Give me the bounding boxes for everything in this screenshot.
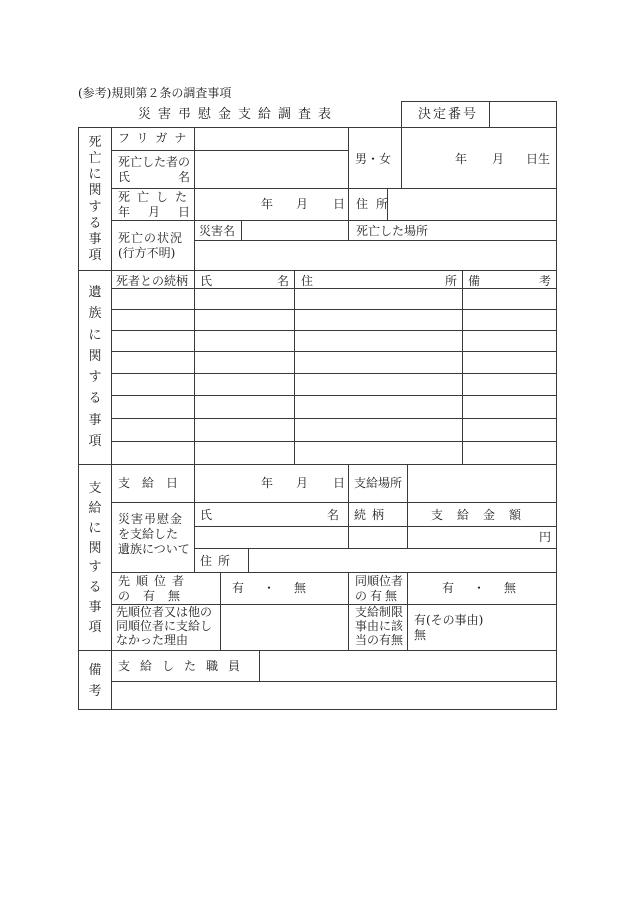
staff-field[interactable] bbox=[260, 651, 555, 680]
reference-note: (参考)規則第２条の調査事項 bbox=[78, 86, 232, 100]
disaster-name-label: 災害名 bbox=[199, 224, 236, 238]
decision-number-label: 決定番号 bbox=[418, 107, 479, 122]
address-header-b: 所 bbox=[445, 274, 458, 288]
recipient-name-field[interactable] bbox=[195, 527, 347, 547]
pay-place-label: 支給場所 bbox=[354, 476, 403, 490]
death-status-field[interactable] bbox=[195, 241, 555, 269]
payment-section-label: 支 給 に 関 す る 事 項 bbox=[88, 481, 102, 635]
pay-year-label: 年 bbox=[261, 476, 274, 490]
recipient-label: 災害弔慰金 を支給した 遺族について bbox=[118, 512, 190, 556]
remarks-header-b: 考 bbox=[539, 274, 552, 288]
death-section-label: 死 亡 に 関 す る 事 項 bbox=[88, 135, 102, 263]
relation-field[interactable] bbox=[349, 527, 406, 547]
form-title: 災害弔慰金支給調査表 bbox=[138, 107, 339, 122]
staff-label: 支給した職員 bbox=[118, 659, 251, 673]
same-rank-value[interactable]: 有・無 bbox=[442, 581, 536, 595]
recipient-name-a: 氏 bbox=[200, 508, 213, 522]
birth-day-label: 日生 bbox=[526, 152, 551, 166]
deceased-name-label: 死亡した者の 氏 名 bbox=[118, 155, 191, 184]
furigana-field[interactable] bbox=[195, 128, 347, 149]
reason-field[interactable] bbox=[221, 605, 347, 649]
furigana-label: フリガナ bbox=[118, 131, 194, 145]
recipient-address-field[interactable] bbox=[249, 549, 555, 571]
death-day-label: 日 bbox=[333, 197, 346, 211]
family-row[interactable] bbox=[112, 374, 556, 394]
address-header-a: 住 bbox=[301, 274, 314, 288]
relation-header: 死者との続柄 bbox=[116, 274, 189, 288]
decision-number-field[interactable] bbox=[490, 102, 556, 126]
address-field[interactable] bbox=[388, 189, 555, 219]
family-row[interactable] bbox=[112, 310, 556, 329]
remarks-section-label: 備 考 bbox=[88, 663, 102, 699]
sex-label[interactable]: 男・女 bbox=[355, 152, 392, 166]
prior-rank-label: 先順位者 の有無 bbox=[118, 574, 194, 603]
limit-value[interactable]: 有(その事由) 無 bbox=[414, 613, 484, 642]
name-header-b: 名 bbox=[277, 274, 290, 288]
pay-date-label: 支給日 bbox=[118, 476, 191, 490]
pay-day-label: 日 bbox=[333, 476, 346, 490]
deceased-name-field[interactable] bbox=[195, 151, 347, 187]
family-row[interactable] bbox=[112, 289, 556, 308]
family-section-label: 遺 族 に 関 す る 事 項 bbox=[88, 285, 102, 449]
limit-label: 支給制限 事由に該 当の有無 bbox=[355, 605, 404, 647]
prior-rank-value[interactable]: 有・無 bbox=[232, 581, 326, 595]
remarks-field[interactable] bbox=[112, 682, 555, 708]
relation-label: 続柄 bbox=[354, 508, 391, 522]
recipient-address-label: 住所 bbox=[200, 554, 237, 568]
family-row[interactable] bbox=[112, 442, 556, 463]
disaster-name-field[interactable] bbox=[242, 221, 347, 239]
birth-month-label: 月 bbox=[492, 152, 505, 166]
pay-month-label: 月 bbox=[296, 476, 309, 490]
family-row[interactable] bbox=[112, 419, 556, 440]
death-month-label: 月 bbox=[296, 197, 309, 211]
remarks-header-a: 備 bbox=[468, 274, 481, 288]
name-header-a: 氏 bbox=[200, 274, 213, 288]
birth-year-label: 年 bbox=[455, 152, 468, 166]
address-label: 住所 bbox=[356, 197, 397, 211]
death-status-label: 死亡の状況 (行方不明) bbox=[118, 231, 184, 260]
same-rank-label: 同順位者 の有無 bbox=[355, 574, 404, 603]
reason-label: 先順位者又は他の 同順位者に支給し なかった理由 bbox=[116, 605, 213, 647]
death-date-label: 死亡した 年 月 日 bbox=[118, 190, 195, 219]
family-row[interactable] bbox=[112, 331, 556, 350]
family-row[interactable] bbox=[112, 396, 556, 417]
yen-label: 円 bbox=[539, 530, 552, 544]
amount-label: 支給金額 bbox=[431, 508, 536, 522]
pay-place-field[interactable] bbox=[408, 465, 555, 501]
recipient-name-b: 名 bbox=[327, 508, 340, 522]
amount-field[interactable] bbox=[408, 527, 538, 547]
death-year-label: 年 bbox=[261, 197, 274, 211]
family-row[interactable] bbox=[112, 352, 556, 372]
death-place-label: 死亡した場所 bbox=[356, 224, 429, 238]
